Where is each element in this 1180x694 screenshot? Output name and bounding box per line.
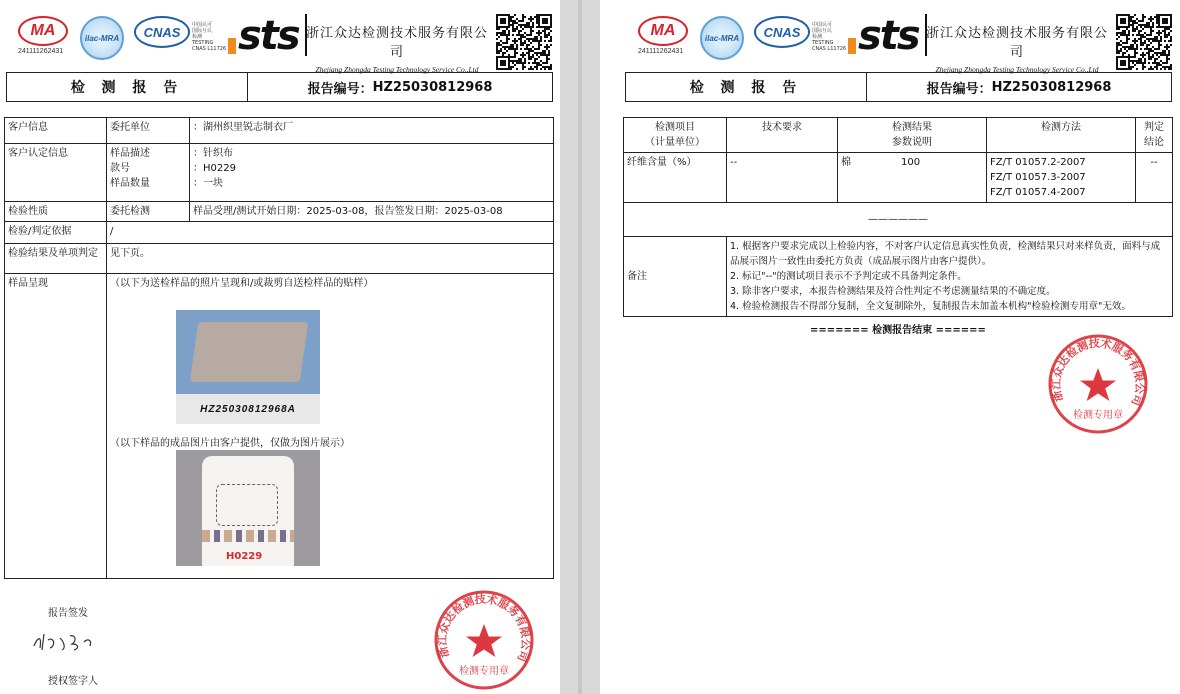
cnas-logo: CNAS <box>134 16 190 46</box>
letterhead <box>0 10 560 74</box>
sample-images <box>110 276 550 576</box>
report-title-bar <box>625 72 1172 102</box>
table-row: 样品呈现 （以下为送检样品的照片呈现和/或裁剪自送检样品的贴样） HZ25030812968A （以下样品的成品图片由客户提供，仅做为图片展示） H0229 <box>5 274 554 579</box>
svg-text:浙江众达检测技术服务有限公司: 浙江众达检测技术服务有限公司 <box>435 592 533 664</box>
letterhead <box>600 10 1180 74</box>
ilac-mra-logo: ilac-MRA <box>80 16 124 60</box>
inspection-seal-stamp <box>1046 332 1150 436</box>
cnas-accreditation-text: 中国认可 国际互认 检测 TESTING CNAS L11726 <box>192 22 227 52</box>
qr-code <box>496 14 552 70</box>
report-number: 报告编号： HZ25030812968 <box>926 79 1112 97</box>
ma-number: 241111262431 <box>638 48 684 55</box>
ma-logo: MA 241111262431 <box>18 16 66 46</box>
report-title-bar <box>6 72 553 102</box>
report-title: 检 测 报 告 <box>626 73 867 101</box>
svg-text:检测专用章: 检测专用章 <box>1073 410 1123 421</box>
remarks: 1. 根据客户要求完成以上检验内容，不对客户认定信息真实性负责，检测结果只对来样负责，面料与成品展示图片一致性由委托方负责（成品展示图片由客户提供）。 2. 标记"--"的测试项目表示不予判定或不具备判定条件。 3. 除非客户要求，本报告检测结果及符合性判定不考虑测量结果的不确定度。 4. 检验检测报告不得部分复制，全文复制除外，复制报告未加盖本机构"检验检测专用章"无效。 <box>727 237 1173 317</box>
table-row <box>624 203 1173 237</box>
page-gutter <box>560 0 600 694</box>
report-issuer-label: 报告签发 <box>48 608 88 619</box>
remark-label: 备注 <box>624 237 727 317</box>
ma-number: 241111262431 <box>18 48 64 55</box>
blank-divider: —————— <box>624 203 1173 237</box>
ilac-mra-logo: ilac-MRA <box>700 16 744 60</box>
ma-logo: MA 241111262431 <box>638 16 686 46</box>
table-row: 纤维含量（%） -- 棉 100 FZ/T 01057.2-2007 FZ/T 01057.3-2007 FZ/T 01057.4-2007 -- <box>624 153 1173 203</box>
sample-info-table <box>4 117 554 579</box>
report-page-1 <box>0 0 560 694</box>
company-name: 浙江众达检测技术服务有限公司 Zhejiang Zhongda Testing Technology Service Co.,Ltd <box>925 26 1108 74</box>
svg-text:检测专用章: 检测专用章 <box>459 666 509 677</box>
svg-text:浙江众达检测技术服务有限公司: 浙江众达检测技术服务有限公司 <box>1049 336 1147 408</box>
sts-brand-logo: sts <box>228 14 307 56</box>
table-row: 检验结果及单项判定 见下页。 <box>5 244 554 274</box>
report-page-2 <box>600 0 1180 694</box>
cnas-logo: CNAS <box>754 16 810 46</box>
inspection-seal-stamp <box>432 588 536 692</box>
table-row: 检验性质 委托检测 样品受理/测试开始日期：2025-03-08，报告签发日期：2025-03-08 <box>5 202 554 222</box>
company-name: 浙江众达检测技术服务有限公司 Zhejiang Zhongda Testing Technology Service Co.,Ltd <box>305 26 488 74</box>
sample-photo-caption: （以下为送检样品的照片呈现和/或裁剪自送检样品的贴样） <box>110 278 374 289</box>
test-results-table <box>623 117 1173 317</box>
qr-code <box>1116 14 1172 70</box>
authorized-signatory-label: 授权签字人 <box>48 676 98 687</box>
report-number: 报告编号： HZ25030812968 <box>307 79 493 97</box>
sample-fabric-photo <box>176 310 320 426</box>
signature <box>30 628 100 654</box>
sts-brand-logo: sts <box>848 14 927 56</box>
table-row: 检验/判定依据 / <box>5 222 554 244</box>
cnas-accreditation-text: 中国认可 国际互认 检测 TESTING CNAS L11726 <box>812 22 847 52</box>
table-row: 客户认定信息 样品描述 款号 样品数量 ：针织布 ：H0229 ：一块 <box>5 144 554 202</box>
product-code: H0229 <box>226 551 263 562</box>
table-header-row: 检测项目 （计量单位） 技术要求 检测结果 参数说明 检测方法 判定 结论 <box>624 118 1173 153</box>
sample-label: HZ25030812968A <box>176 394 320 424</box>
product-photo-caption: （以下样品的成品图片由客户提供，仅做为图片展示） <box>110 438 350 449</box>
report-end-marker: ======= 检测报告结束 ====== <box>810 325 986 336</box>
table-row: 客户信息 委托单位 ：湖州织里锐志制衣厂 <box>5 118 554 144</box>
product-photo <box>176 450 320 566</box>
report-title: 检 测 报 告 <box>7 73 248 101</box>
table-row <box>624 237 1173 317</box>
